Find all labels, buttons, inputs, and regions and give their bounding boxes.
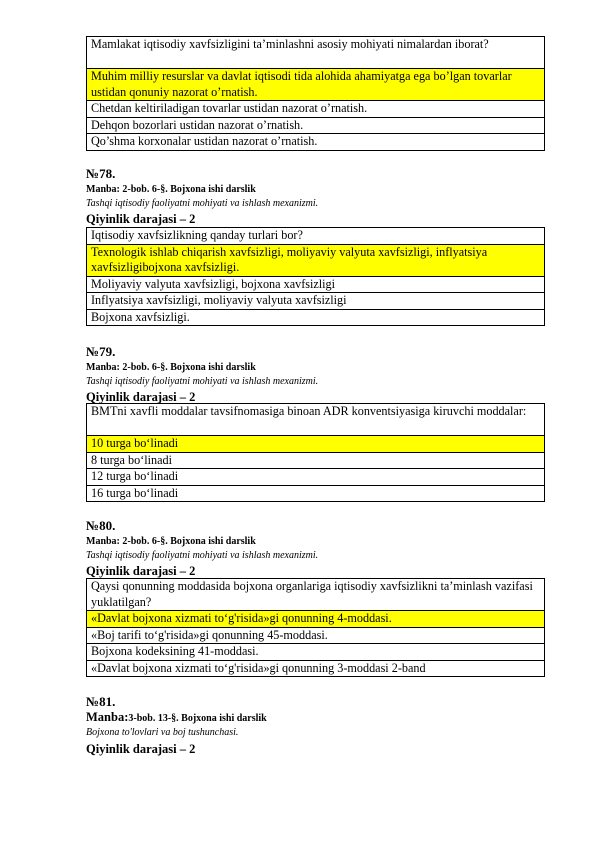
question-number: №80. [86,518,116,533]
correct-answer: Texnologik ishlab chiqarish xavfsizligi, moliyaviy valyuta xavfsizligi, inflyatsiya xavfsizligibojxona xavfsizligi. [87,244,545,276]
answer-option: Dehqon bozorlari ustidan nazorat o’rnatish. [87,117,545,134]
source-detail: 2-bob. 6-§. Bojxona ishi darslik [119,536,256,547]
source-line [86,711,267,725]
source-detail: 2-bob. 6-§. Bojxona ishi darslik [119,362,256,373]
difficulty-level: Qiyinlik darajasi – 2 [86,390,196,404]
topic-line: Tashqi iqtisodiy faoliyatni mohiyati va ishlash mexanizmi. [86,376,319,387]
correct-answer: 10 turga bo‘linadi [87,436,545,453]
difficulty-level: Qiyinlik darajasi – 2 [86,564,196,578]
question-number: №81. [86,694,116,709]
source-label: Manba: [86,362,120,373]
answer-option: Chetdan keltiriladigan tovarlar ustidan nazorat o’rnatish. [87,101,545,118]
answer-option: Bojxona kodeksining 41-moddasi. [87,644,545,661]
answer-option: 12 turga bo‘linadi [87,469,545,486]
answer-option: 8 turga bo‘linadi [87,452,545,469]
question-table-77 [86,36,545,151]
topic-line: Tashqi iqtisodiy faoliyatni mohiyati va ishlash mexanizmi. [86,550,319,561]
answer-option: «Davlat bojxona xizmati to‘g'risida»gi qonunning 3-moddasi 2-band [87,660,545,677]
topic-line: Tashqi iqtisodiy faoliyatni mohiyati va ishlash mexanizmi. [86,198,319,209]
difficulty-level: Qiyinlik darajasi – 2 [86,212,196,226]
source-label: Manba: [86,184,120,195]
question-number: №78. [86,166,116,181]
answer-option: 16 turga bo‘linadi [87,485,545,502]
question-text: Mamlakat iqtisodiy xavfsizligini ta’minlashni asosiy mohiyati nimalardan iborat? [87,37,545,69]
source-label: Manba: [86,536,120,547]
topic-line: Bojxona to'lovlari va boj tushunchasi. [86,727,239,738]
answer-option: Moliyaviy valyuta xavfsizligi, bojxona xavfsizligi [87,276,545,293]
difficulty-level: Qiyinlik darajasi – 2 [86,742,196,756]
source-line [86,536,256,548]
source-detail: 2-bob. 6-§. Bojxona ishi darslik [119,184,256,195]
source-detail: 3-bob. 13-§. Bojxona ishi darslik [128,713,267,724]
answer-option: Qo’shma korxonalar ustidan nazorat o’rnatish. [87,134,545,151]
correct-answer: Muhim milliy resurslar va davlat iqtisodi tida alohida ahamiyatga ega bo’lgan tovarlar ustidan qonuniy nazorat o’rnatish. [87,69,545,101]
question-table-79 [86,403,545,502]
correct-answer: «Davlat bojxona xizmati to‘g'risida»gi qonunning 4-moddasi. [87,611,545,628]
question-text: BMTni xavfli moddalar tavsifnomasiga binoan ADR konventsiyasiga kiruvchi moddalar: [87,404,545,436]
answer-option: «Boj tarifi to‘g'risida»gi qonunning 45-moddasi. [87,627,545,644]
question-text: Iqtisodiy xavfsizlikning qanday turlari bor? [87,228,545,245]
answer-option: Inflyatsiya xavfsizligi, moliyaviy valyuta xavfsizligi [87,293,545,310]
question-table-78 [86,227,545,326]
source-line [86,362,256,374]
source-line [86,184,256,196]
question-number: №79. [86,344,116,359]
question-text: Qaysi qonunning moddasida bojxona organlariga iqtisodiy xavfsizlikni ta’minlash vazifasi yuklatilgan? [87,579,545,611]
source-label: Manba: [86,710,129,724]
answer-option: Bojxona xavfsizligi. [87,309,545,326]
question-table-80 [86,578,545,677]
